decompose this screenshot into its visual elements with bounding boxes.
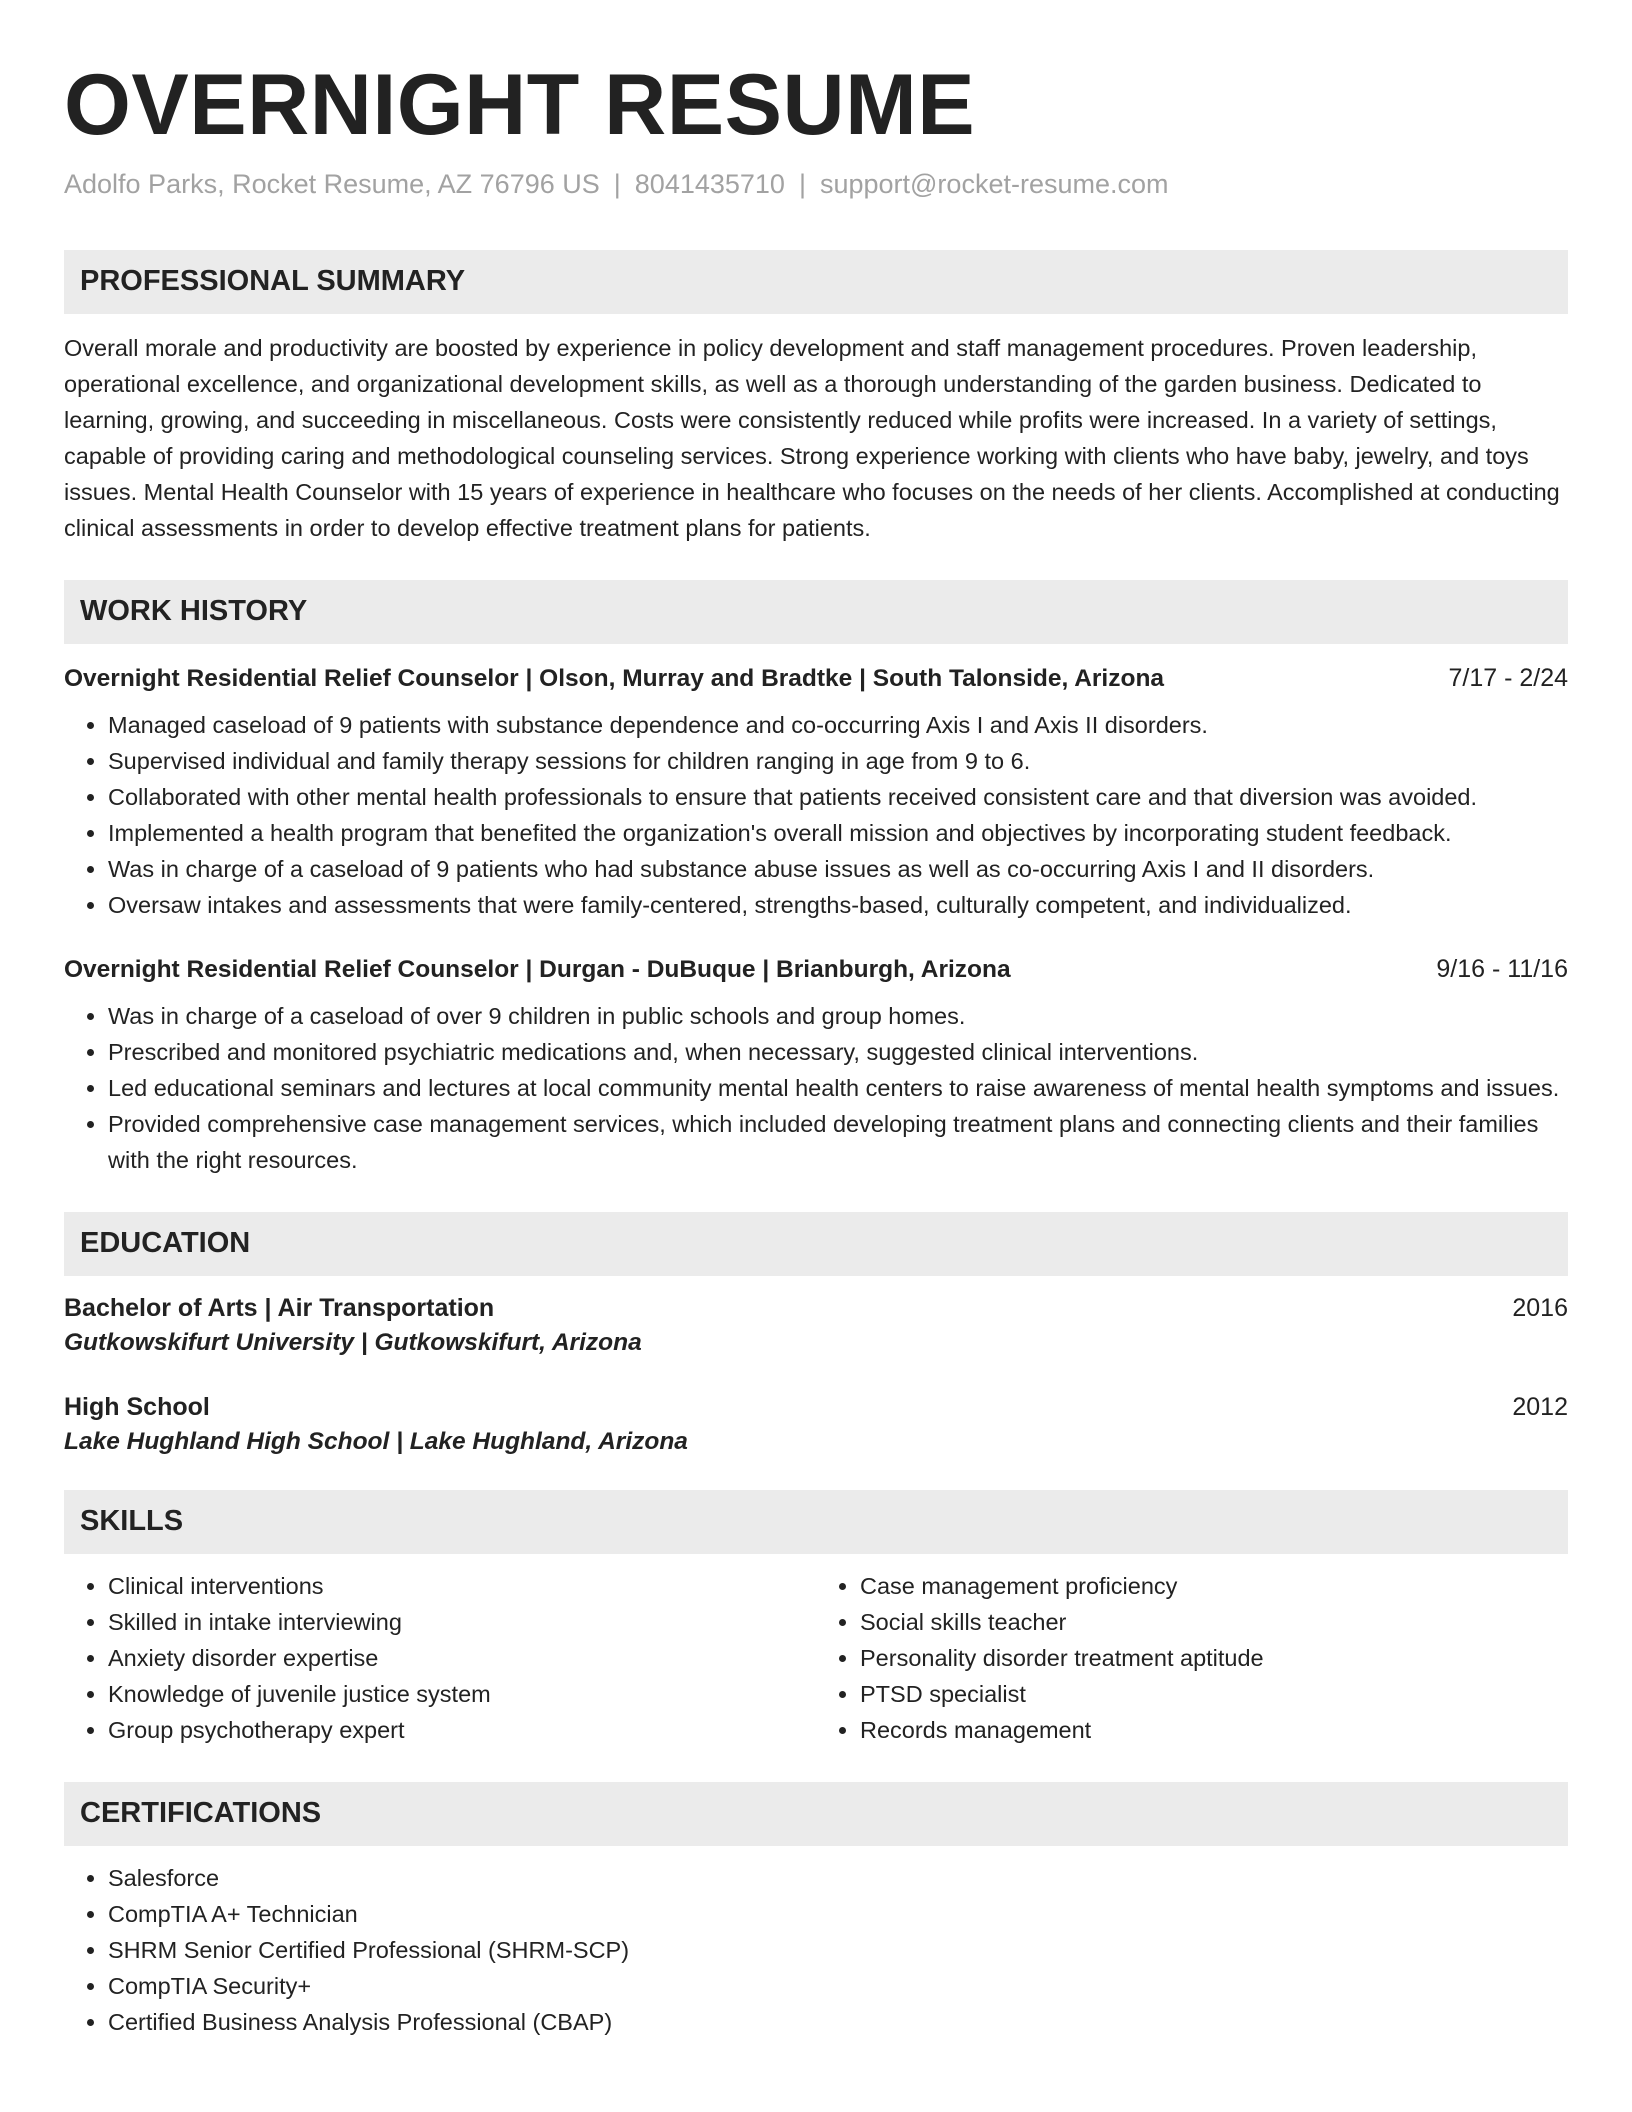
skill-item: • Personality disorder treatment aptitude [860,1640,1568,1676]
job-title: Overnight Residential Relief Counselor | Durgan - DuBuque | Brianburgh, Arizona [64,955,1011,983]
skill-item: • Group psychotherapy expert [108,1712,816,1748]
certification-item: • Salesforce [108,1860,1568,1896]
education-year: 2012 [1512,1392,1568,1421]
skill-item: • Clinical interventions [108,1568,816,1604]
job-bullet: • Implemented a health program that benefited the organization's overall mission and objectives by incorporating student feedback. [108,815,1568,851]
certifications-list [64,1860,1568,2040]
education-school: Lake Hughland High School | Lake Hughland, Arizona [64,1427,688,1455]
job-title: Overnight Residential Relief Counselor | Olson, Murray and Bradtke | South Talonside, Arizona [64,664,1165,692]
contact-separator: | [613,168,621,199]
work-section-title: WORK HISTORY [80,595,308,628]
skill-item: • PTSD specialist [860,1676,1568,1712]
contact-address: Adolfo Parks, Rocket Resume, AZ 76796 US [64,168,600,199]
certification-item: • SHRM Senior Certified Professional (SHRM-SCP) [108,1932,1568,1968]
education-year: 2016 [1512,1293,1568,1322]
education-degree: High School [64,1392,210,1421]
job-bullet: • Prescribed and monitored psychiatric medications and, when necessary, suggested clinical interventions. [108,1034,1568,1070]
job-bullet: • Was in charge of a caseload of over 9 children in public schools and group homes. [108,998,1568,1034]
contact-phone: 8041435710 [634,168,785,199]
skill-item: • Skilled in intake interviewing [108,1604,816,1640]
job-bullet: • Oversaw intakes and assessments that were family-centered, strengths-based, culturally competent, and individualized. [108,887,1568,923]
job-bullet: • Led educational seminars and lectures at local community mental health centers to raise awareness of mental health symptoms and issues. [108,1070,1568,1106]
contact-email: support@rocket-resume.com [819,168,1169,199]
education-section-title: EDUCATION [80,1227,251,1260]
certification-item: • Certified Business Analysis Professional (CBAP) [108,2004,1568,2040]
resume-title: OVERNIGHT RESUME [64,57,976,153]
skills-columns [64,1568,1568,1748]
certification-item: • CompTIA A+ Technician [108,1896,1568,1932]
education-section-header [64,1212,1568,1276]
skill-item: • Anxiety disorder expertise [108,1640,816,1676]
education-entry [64,1294,1568,1357]
summary-section-title: PROFESSIONAL SUMMARY [80,265,466,298]
job-bullets [64,998,1568,1178]
job-entry [64,664,1568,923]
job-bullet: • Collaborated with other mental health professionals to ensure that patients received consistent care and that diversion was avoided. [108,779,1568,815]
job-bullet: • Was in charge of a caseload of 9 patients who had substance abuse issues as well as co-occurring Axis I and II disorders. [108,851,1568,887]
job-bullet: • Provided comprehensive case management services, which included developing treatment plans and connecting clients and their families with the right resources. [108,1106,1568,1178]
skills-section-header [64,1490,1568,1554]
education-entry [64,1393,1568,1456]
job-dates: 7/17 - 2/24 [1448,663,1568,692]
summary-section-header [64,250,1568,314]
skill-item: • Knowledge of juvenile justice system [108,1676,816,1712]
work-section-header [64,580,1568,644]
job-bullet: • Supervised individual and family therapy sessions for children ranging in age from 9 to 6. [108,743,1568,779]
skill-item: • Case management proficiency [860,1568,1568,1604]
summary-text: Overall morale and productivity are boosted by experience in policy development and staff management procedures. Proven leadership, operational excellence, and organizational development skills, as well as a thorough understanding of the garden business. Dedicated to learning, growing, and succeeding in miscellaneous. Costs were consistently reduced while profits were increased. In a variety of settings, capable of providing caring and methodological counseling services. Strong experience working with clients who have baby, jewelry, and toys issues. Mental Health Counselor with 15 years of experience in healthcare who focuses on the needs of her clients. Accomplished at conducting clinical assessments in order to develop effective treatment plans for patients. [64,334,1560,541]
skills-section-title: SKILLS [80,1505,184,1538]
skills-left-list [64,1568,816,1748]
skill-item: • Social skills teacher [860,1604,1568,1640]
certifications-section-title: CERTIFICATIONS [80,1797,322,1830]
job-entry [64,955,1568,1178]
job-bullets [64,707,1568,923]
education-degree: Bachelor of Arts | Air Transportation [64,1293,495,1322]
certifications-section-header [64,1782,1568,1846]
contact-line [64,169,1568,200]
certification-item: • CompTIA Security+ [108,1968,1568,2004]
education-school: Gutkowskifurt University | Gutkowskifurt, Arizona [64,1328,642,1356]
job-bullet: • Managed caseload of 9 patients with substance dependence and co-occurring Axis I and Axis II disorders. [108,707,1568,743]
contact-separator: | [798,168,806,199]
job-dates: 9/16 - 11/16 [1436,954,1568,983]
skills-right-list [816,1568,1568,1748]
skill-item: • Records management [860,1712,1568,1748]
